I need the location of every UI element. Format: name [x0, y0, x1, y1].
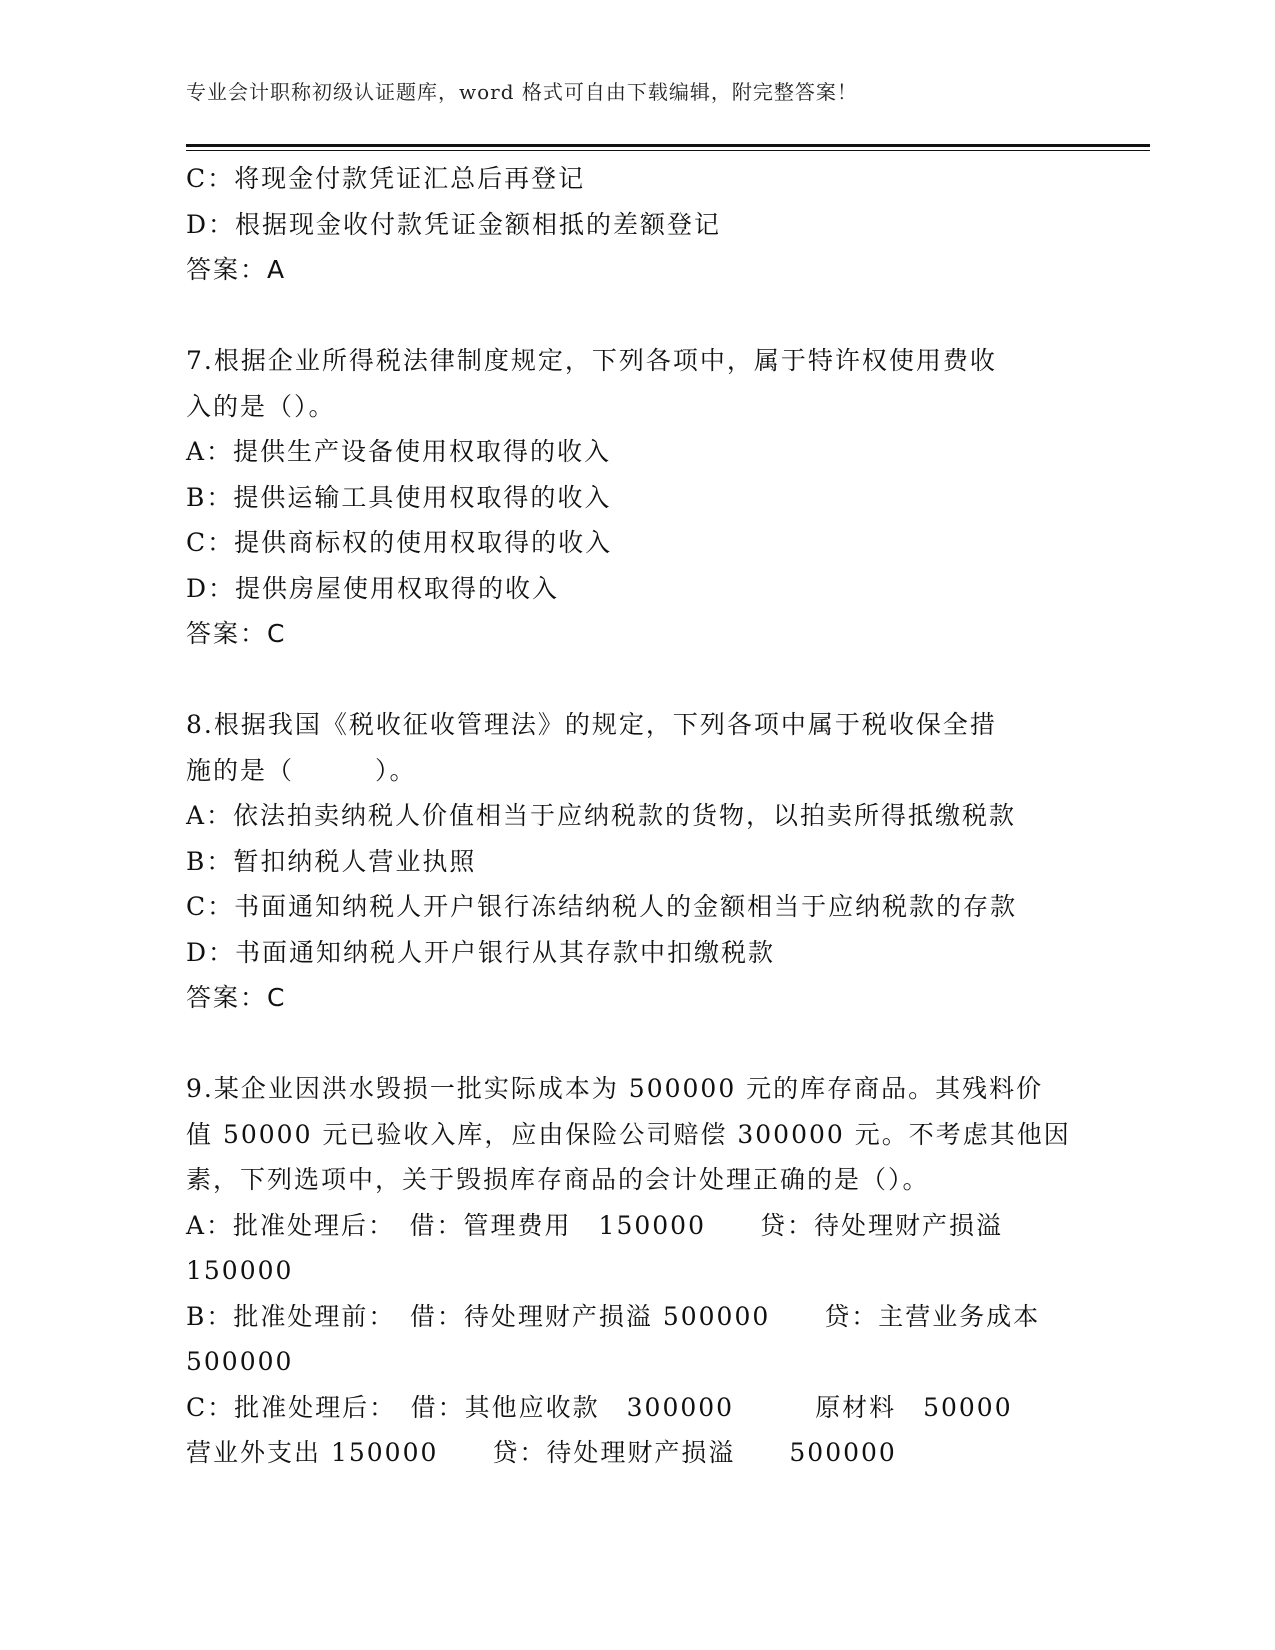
q7-stem-line-1: 7.根据企业所得税法律制度规定，下列各项中，属于特许权使用费收 [186, 346, 997, 375]
q9-option-a-line-1: A：批准处理后： 借：管理费用 150000 贷：待处理财产损溢 [186, 1210, 1003, 1240]
q9-stem-line-1: 9.某企业因洪水毁损一批实际成本为 500000 元的库存商品。其残料价 [186, 1074, 1044, 1103]
q7-option-a: A：提供生产设备使用权取得的收入 [186, 437, 612, 466]
q9-option-a-line-2: 150000 [186, 1256, 294, 1285]
q8-stem-line-2: 施的是（ ）。 [186, 755, 417, 785]
q6-option-d: D：根据现金收付款凭证金额相抵的差额登记 [186, 209, 722, 239]
document-body [186, 156, 1086, 1476]
q8-option-b: B：暂扣纳税人营业执照 [186, 846, 477, 876]
q7-stem-line-2: 入的是（）。 [186, 391, 336, 421]
q6-option-c: C：将现金付款凭证汇总后再登记 [186, 164, 586, 193]
q8-option-d: D：书面通知纳税人开户银行从其存款中扣缴税款 [186, 937, 776, 967]
q9-stem-line-2: 值 50000 元已验收入库，应由保险公司赔偿 300000 元。不考虑其他因 [186, 1119, 1071, 1149]
spacer [186, 657, 1086, 703]
q9-option-c-line-2: 营业外支出 150000 贷：待处理财产损溢 500000 [186, 1438, 897, 1467]
page-header: 专业会计职称初级认证题库，word 格式可自由下载编辑，附完整答案！ [186, 80, 858, 104]
q8-stem-line-1: 8.根据我国《税收征收管理法》的规定，下列各项中属于税收保全措 [186, 710, 997, 739]
q7-option-b: B：提供运输工具使用权取得的收入 [186, 482, 612, 512]
q7-option-c: C：提供商标权的使用权取得的收入 [186, 528, 613, 557]
q9-option-b-line-2: 500000 [186, 1347, 294, 1376]
spacer [186, 293, 1086, 339]
header-rule-thin [186, 150, 1150, 151]
q8-answer: 答案：C [186, 983, 287, 1012]
q7-option-d: D：提供房屋使用权取得的收入 [186, 573, 560, 603]
q8-option-c: C：书面通知纳税人开户银行冻结纳税人的金额相当于应纳税款的存款 [186, 892, 1018, 921]
q9-option-c-line-1: C：批准处理后： 借：其他应收款 300000 原材料 50000 [186, 1392, 1013, 1422]
q6-answer: 答案：A [186, 255, 287, 284]
header-rule-thick [186, 144, 1150, 147]
q8-option-a: A：依法拍卖纳税人价值相当于应纳税款的货物，以拍卖所得抵缴税款 [186, 801, 1017, 830]
q7-answer: 答案：C [186, 619, 287, 648]
q9-option-b-line-1: B：批准处理前： 借：待处理财产损溢 500000 贷：主营业务成本 [186, 1301, 1041, 1331]
q9-stem-line-3: 素，下列选项中，关于毁损库存商品的会计处理正确的是（）。 [186, 1165, 930, 1194]
spacer [186, 1021, 1086, 1067]
